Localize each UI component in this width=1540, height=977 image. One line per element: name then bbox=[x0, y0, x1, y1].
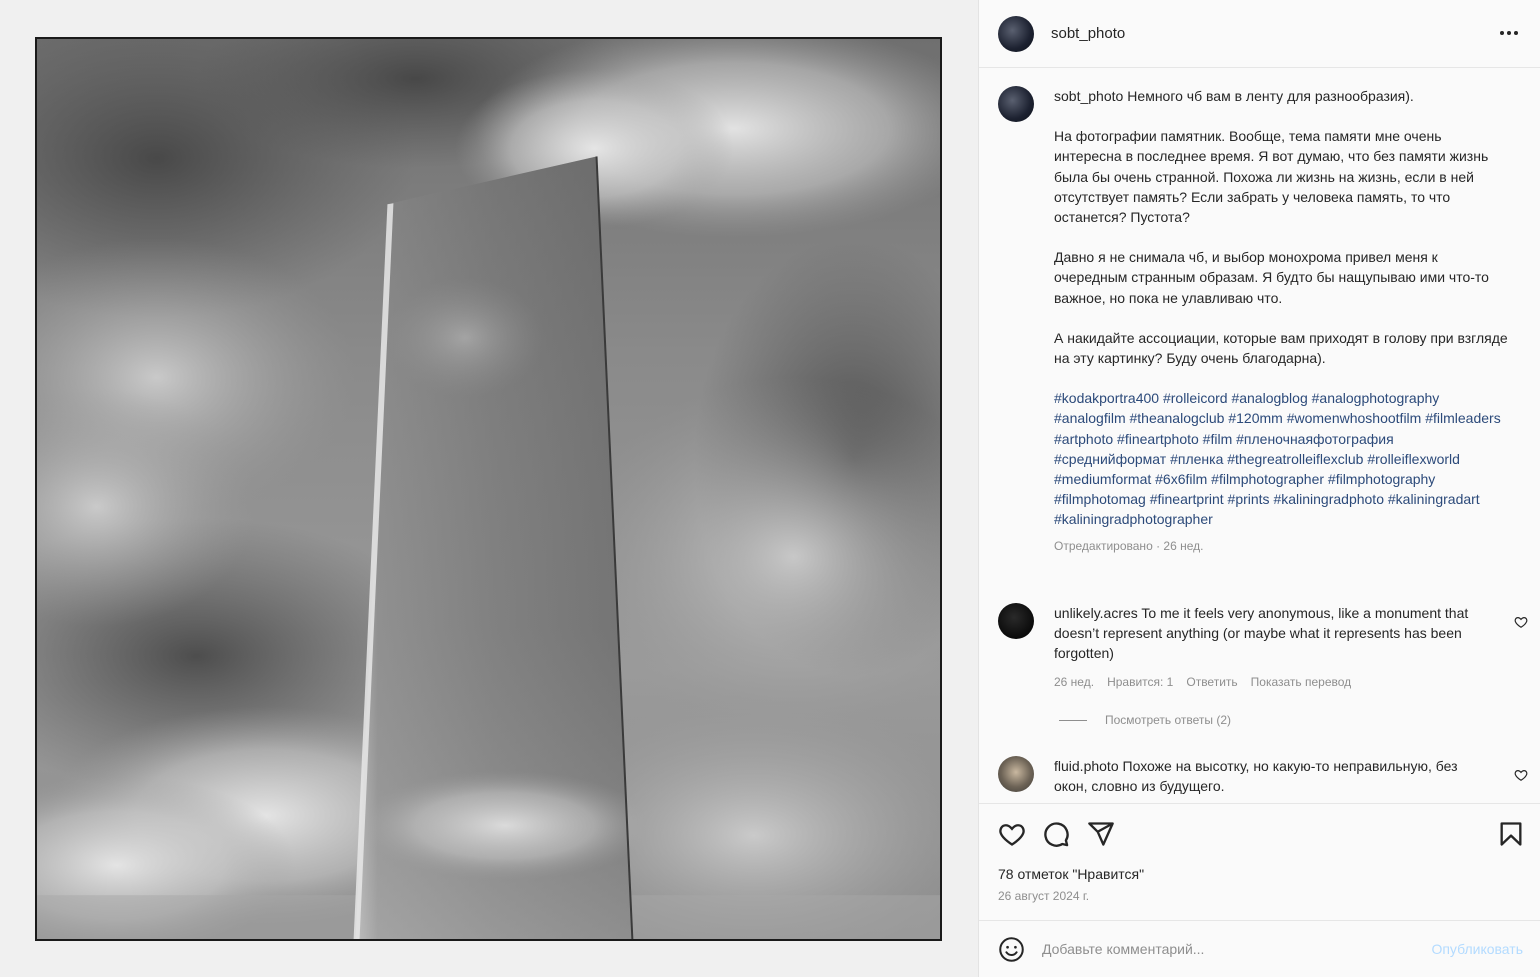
publish-button[interactable]: Опубликовать bbox=[1431, 941, 1523, 957]
caption-text-1: Немного чб вам в ленту для разнообразия). bbox=[1127, 88, 1414, 104]
caption-username[interactable]: sobt_photo bbox=[1054, 88, 1124, 104]
post-date: 26 август 2024 г. bbox=[998, 889, 1090, 903]
post-sidebar bbox=[978, 0, 1540, 977]
comment-likes[interactable]: Нравится: 1 bbox=[1107, 674, 1174, 689]
author-avatar[interactable] bbox=[998, 16, 1034, 52]
commenter-avatar[interactable] bbox=[998, 756, 1034, 792]
caption-text-4: А накидайте ассоциации, которые вам приходят в голову при взгляде на эту картинку? Буду очень благодарна). bbox=[1054, 329, 1508, 367]
author-username[interactable]: sobt_photo bbox=[1051, 25, 1126, 42]
comment-icon[interactable] bbox=[1042, 820, 1070, 848]
reply-button[interactable]: Ответить bbox=[1186, 674, 1238, 689]
comment-heart-icon[interactable] bbox=[1514, 768, 1528, 782]
comment-text: Похоже на высотку, но какую-то неправильную, без окон, словно из будущего. bbox=[1054, 758, 1458, 795]
replies-line bbox=[1059, 720, 1087, 721]
post-photo[interactable] bbox=[35, 37, 942, 941]
comments-list[interactable] bbox=[979, 68, 1540, 803]
comment-body bbox=[1054, 756, 1494, 796]
view-replies-button[interactable] bbox=[1059, 713, 1231, 727]
post-header bbox=[979, 0, 1540, 68]
caption-text-3: Давно я не снимала чб, и выбор монохрома привел меня к очередным странным образам. Я будто бы нащупываю ими что-то важное, но пока не улавливаю что. bbox=[1054, 249, 1489, 306]
post-actions bbox=[979, 803, 1540, 920]
caption-text-2: На фотографии памятник. Вообще, тема памяти мне очень интересна в последнее время. Я вот думаю, что без памяти жизнь была бы очень странной. Похожа ли жизнь на жизнь, если в ней отсутствует память? Если забрать у человека память, то что останется? Пустота? bbox=[1054, 128, 1489, 226]
comment-time[interactable]: 26 нед. bbox=[1054, 674, 1095, 689]
commenter-username[interactable]: fluid.photo bbox=[1054, 758, 1119, 774]
emoji-icon[interactable] bbox=[998, 936, 1025, 963]
likes-count[interactable]: 78 отметок "Нравится" bbox=[998, 866, 1145, 882]
caption-avatar[interactable] bbox=[998, 86, 1034, 122]
add-comment-bar bbox=[979, 920, 1540, 977]
comment-heart-icon[interactable] bbox=[1514, 615, 1528, 629]
heart-icon[interactable] bbox=[998, 820, 1026, 848]
view-replies-label: Посмотреть ответы (2) bbox=[1105, 713, 1232, 727]
monolith-photo bbox=[37, 39, 940, 939]
commenter-avatar[interactable] bbox=[998, 603, 1034, 639]
more-icon[interactable] bbox=[1495, 22, 1523, 44]
caption-meta: Отредактировано · 26 нед. bbox=[1054, 538, 1204, 553]
comment-text: To me it feels very anonymous, like a monument that doesn’t represent anything (or maybe what it represents has been forgotten) bbox=[1054, 605, 1469, 662]
comment-actions bbox=[1054, 672, 1494, 692]
bookmark-icon[interactable] bbox=[1497, 820, 1525, 848]
comment-input[interactable] bbox=[1042, 937, 1402, 961]
send-icon[interactable] bbox=[1087, 820, 1115, 848]
comment-body bbox=[1054, 603, 1494, 692]
translate-button[interactable]: Показать перевод bbox=[1250, 674, 1352, 689]
commenter-username[interactable]: unlikely.acres bbox=[1054, 605, 1138, 621]
caption-hashtags[interactable]: #kodakportra400 #rolleicord #analogblog #analogphotography #analogfilm #theanalogclub #120mm #womenwhoshootfilm #filmleaders #artphoto #fineartphoto #film #пленочнаяфотография #среднийформат #пленка #thegreatrolleiflexclub #rolleiflexworld #mediumformat #6x6film #filmphotographer #filmphotography #filmphotomag #fineartprint #prints #kaliningradphoto #kaliningradart #kaliningradphotographer bbox=[1054, 390, 1501, 528]
caption-body bbox=[1054, 86, 1509, 556]
